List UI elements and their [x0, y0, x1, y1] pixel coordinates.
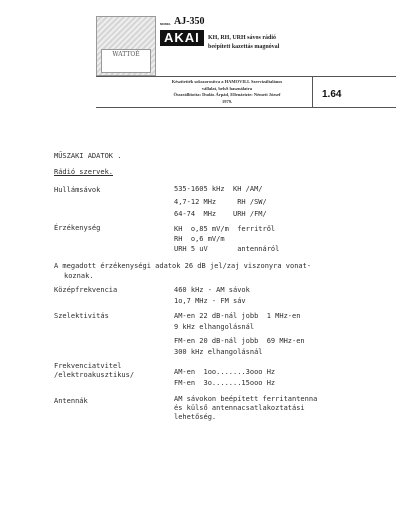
label-if: Középfrekvencia	[54, 286, 118, 294]
note-line-2: koznak.	[64, 272, 94, 280]
note-line-1: A megadott érzékenységi adatok 26 dB jel/zaj viszonyra vonat-	[54, 262, 312, 270]
value-antennas-3: lehetőség.	[174, 413, 217, 421]
publisher-info: Készítették sokszorosítva a HAMOVILL Szervizáltalános vállalat, belsS használatra Összeállította: Dudás Árpád, Ellenárizte: Németi József 1979.	[171, 79, 283, 104]
value-wavebands-3: 64-74 MHz URH /FM/	[174, 210, 267, 218]
label-wavebands: Hullámsávok	[54, 186, 101, 194]
logo-text: WATTOÉ	[101, 49, 151, 73]
label-antennas: Antennák	[54, 397, 88, 405]
header-divider	[312, 76, 313, 107]
brand-logo: AKAI	[160, 30, 204, 46]
value-selectivity-4: 300 kHz elhangolásnál	[174, 348, 263, 356]
value-sensitivity-3: URH 5 uV antennáról	[174, 245, 280, 253]
product-description: KH, RH, URH sávos rádió beépített kazettás magnóval	[208, 35, 280, 50]
model-label: MODEL	[160, 22, 171, 26]
subsection-title: Rádió szervek.	[54, 168, 114, 176]
company-logo	[96, 16, 156, 76]
value-selectivity-2: 9 kHz elhangolásnál	[174, 323, 255, 331]
header-rule-top	[96, 76, 396, 77]
label-frequency-response-2: /elektroakusztikus/	[54, 371, 135, 379]
section-title: MŰSZAKI ADATOK .	[54, 152, 122, 160]
model-number: AJ-350	[174, 16, 205, 27]
label-selectivity: Szelektivitás	[54, 312, 109, 320]
value-frequency-response-2: FM-en 3o.......15ooo Hz	[174, 379, 276, 387]
value-wavebands-1: 535-1605 kHz KH /AM/	[174, 185, 263, 193]
value-antennas-1: AM sávokon beépített ferritantenna	[174, 395, 318, 403]
value-wavebands-2: 4,7-12 MHz RH /SW/	[174, 198, 267, 206]
value-selectivity-1: AM-en 22 dB-nál jobb 1 MHz-en	[174, 312, 301, 320]
value-if-2: 1o,7 MHz - FM sáv	[174, 297, 246, 305]
value-selectivity-3: FM-en 20 dB-nál jobb 69 MHz-en	[174, 337, 305, 345]
label-frequency-response-1: Frekvenciatvitel	[54, 362, 122, 370]
page-code: 1.64	[322, 89, 342, 100]
value-sensitivity-2: RH o,6 mV/m	[174, 235, 225, 243]
value-sensitivity-1: KH o,85 mV/m ferritről	[174, 225, 276, 233]
value-antennas-2: és külső antennacsatlakoztatási	[174, 404, 305, 412]
value-if-1: 460 kHz - AM sávok	[174, 286, 250, 294]
value-frequency-response-1: AM-en 1oo.......3ooo Hz	[174, 368, 276, 376]
header-rule-bottom	[96, 107, 396, 108]
label-sensitivity: Érzékenység	[54, 224, 101, 232]
